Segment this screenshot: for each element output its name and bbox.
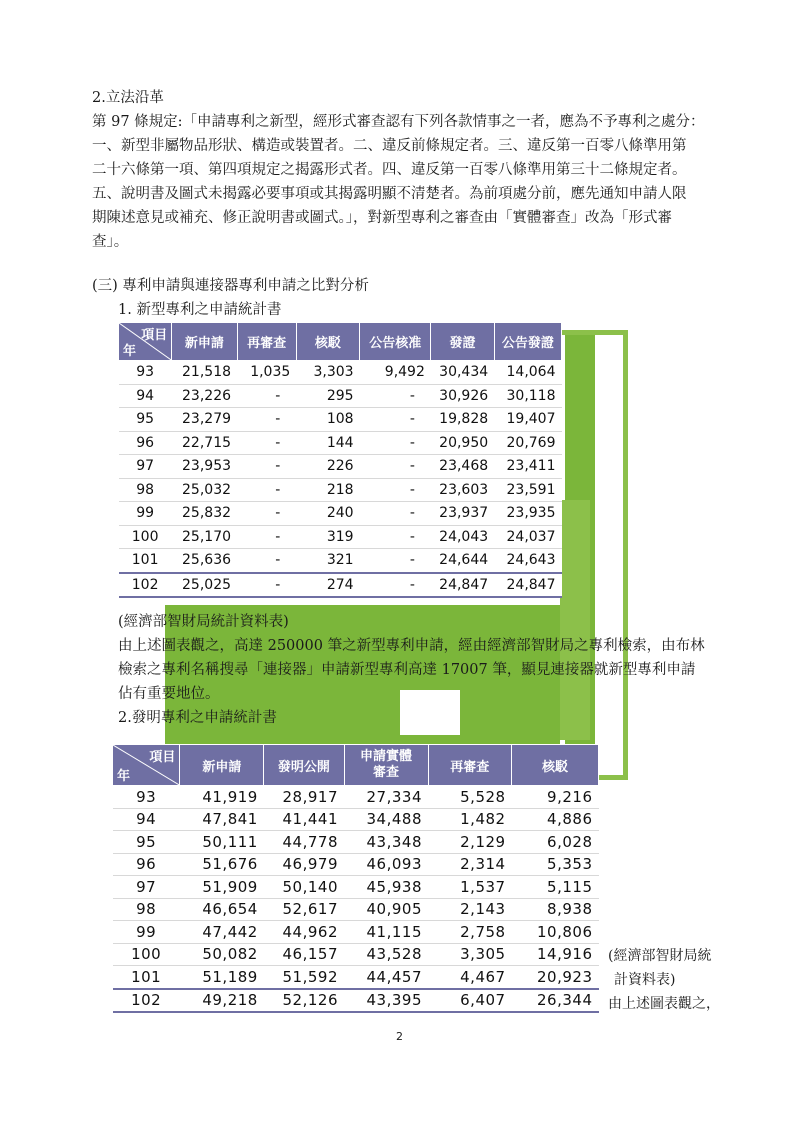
- table2-title: 2.發明專利之申請統計書: [118, 710, 277, 726]
- green-background-block: [400, 690, 460, 735]
- table-row: 100 25,170 - 319 - 24,043 24,037: [119, 525, 562, 549]
- table-row: 101 51,189 51,592 44,457 4,467 20,923: [113, 966, 599, 989]
- table-row: 96 51,676 46,979 46,093 2,314 5,353: [113, 853, 599, 876]
- paragraph-line: 佔有重要地位。: [118, 686, 220, 702]
- table-row: 97 23,953 - 226 - 23,468 23,411: [119, 455, 562, 479]
- table-row: 98 25,032 - 218 - 23,603 23,591: [119, 478, 562, 502]
- header-corner: 項目 年: [113, 745, 180, 786]
- table1-title: 1. 新型專利之申請統計書: [118, 302, 282, 318]
- table-row: 101 25,636 - 321 - 24,644 24,643: [119, 549, 562, 573]
- header-cell: 公告核准: [360, 323, 431, 361]
- source-note: (經濟部智財局統: [608, 948, 712, 964]
- section-heading: (三) 專利申請與連接器專利申請之比對分析: [92, 278, 369, 294]
- section-title: 2.立法沿革: [92, 90, 164, 106]
- paragraph-line: 期陳述意見或補充、修正說明書或圖式。」，對新型專利之審查由「實體審查」改為「形式審: [92, 210, 672, 226]
- table-row: 93 21,518 1,035 3,303 9,492 30,434 14,064: [119, 361, 562, 385]
- paragraph-line: 五、說明書及圖式未揭露必要事項或其揭露明顯不清楚者。為前項處分前，應先通知申請人限: [92, 186, 687, 202]
- table-row: 98 46,654 52,617 40,905 2,143 8,938: [113, 898, 599, 921]
- header-cell: 發明公開: [264, 745, 344, 786]
- table-row: 99 25,832 - 240 - 23,937 23,935: [119, 502, 562, 526]
- paragraph-line: 查」。: [92, 234, 129, 250]
- table-row: 102 25,025 - 274 - 24,847 24,847: [119, 573, 562, 598]
- table-row: 96 22,715 - 144 - 20,950 20,769: [119, 431, 562, 455]
- table-row: 95 50,111 44,778 43,348 2,129 6,028: [113, 831, 599, 854]
- header-cell: 再審查: [428, 745, 512, 786]
- paragraph-line: 檢索之專利名稱搜尋「連接器」申請新型專利高達 17007 筆，顯見連接器就新型專利申請: [118, 662, 696, 678]
- header-cell: 核駁: [512, 745, 599, 786]
- table-row: 102 49,218 52,126 43,395 6,407 26,344: [113, 989, 599, 1013]
- paragraph-line: 第 97 條規定:「申請專利之新型，經形式審查認有下列各款情事之一者，應為不予專利之處分：: [92, 114, 705, 130]
- header-cell: 公告發證: [494, 323, 561, 361]
- header-cell: 核駁: [296, 323, 359, 361]
- page-number: 2: [396, 1030, 403, 1043]
- trailing-text: 由上述圖表觀之，: [608, 996, 720, 1012]
- paragraph-line: 二十六條第一項、第四項規定之揭露形式者。四、違反第一百零八條準用第三十二條規定者。: [92, 162, 687, 178]
- table-row: 95 23,279 - 108 - 19,828 19,407: [119, 408, 562, 432]
- header-corner: 項目 年: [119, 323, 172, 361]
- table-row: 94 47,841 41,441 34,488 1,482 4,886: [113, 808, 599, 831]
- utility-model-statistics-table: [118, 322, 562, 598]
- table-row: 100 50,082 46,157 43,528 3,305 14,916: [113, 943, 599, 966]
- paragraph-line: 一、新型非屬物品形狀、構造或裝置者。二、違反前條規定者。三、違反第一百零八條準用第: [92, 138, 687, 154]
- source-note: 計資料表): [614, 972, 676, 988]
- source-note: (經濟部智財局統計資料表): [118, 614, 289, 630]
- table-row: 99 47,442 44,962 41,115 2,758 10,806: [113, 921, 599, 944]
- green-frame: [560, 330, 628, 780]
- paragraph-line: 由上述圖表觀之，高達 250000 筆之新型專利申請，經由經濟部智財局之專利檢索，由布林: [118, 638, 705, 654]
- header-cell: [344, 745, 428, 786]
- header-cell-text: 申請實體 審查: [360, 749, 413, 780]
- invention-patent-statistics-table: [112, 744, 599, 1013]
- table-row: 93 41,919 28,917 27,334 5,528 9,216: [113, 786, 599, 809]
- header-cell: 新申請: [180, 745, 264, 786]
- table-row: 97 51,909 50,140 45,938 1,537 5,115: [113, 876, 599, 899]
- header-cell: 發證: [431, 323, 494, 361]
- header-cell: 再審查: [237, 323, 296, 361]
- table-row: 94 23,226 - 295 - 30,926 30,118: [119, 384, 562, 408]
- header-cell: 新申請: [172, 323, 237, 361]
